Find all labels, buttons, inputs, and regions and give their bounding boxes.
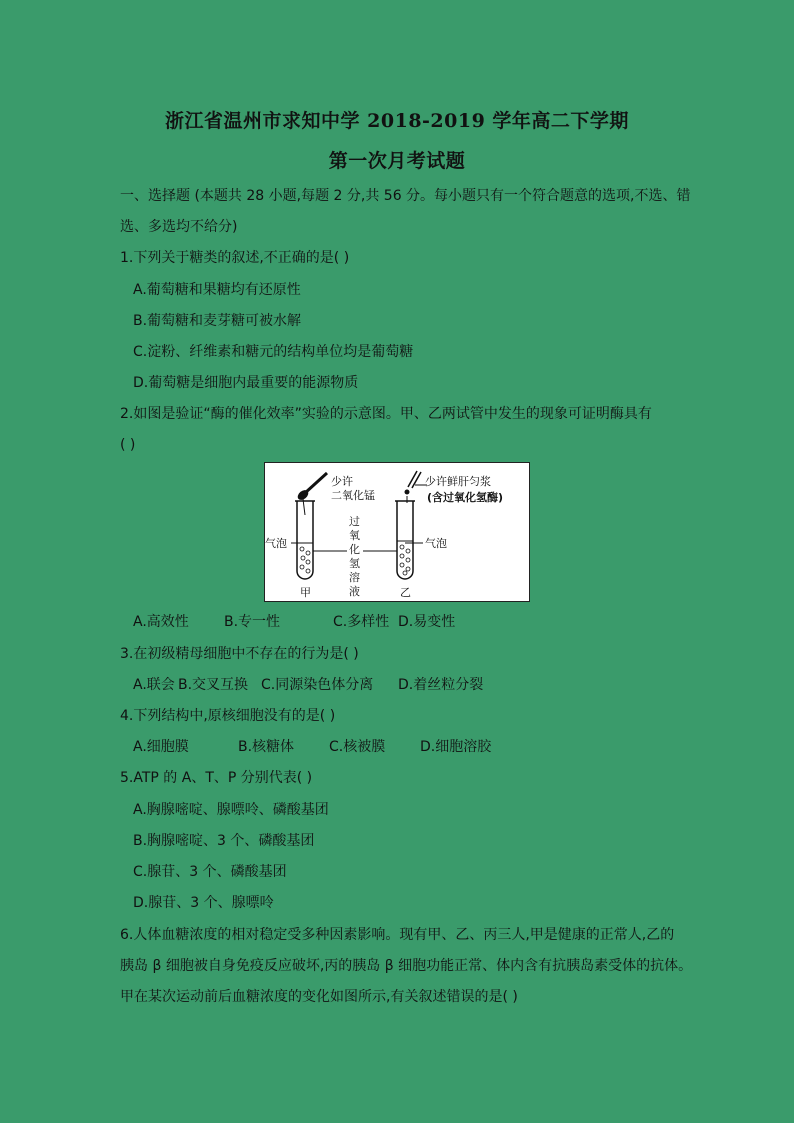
q2-option-a: A.高效性: [133, 614, 189, 630]
right-reagent-label-l2: (含过氧化氢酶): [427, 491, 504, 504]
solution-char: 氢: [349, 557, 360, 570]
enzyme-experiment-diagram: [265, 463, 531, 603]
bubble-label-right: 气泡: [425, 537, 447, 550]
test-tube-right: [397, 501, 413, 579]
doc-title-line1: 浙江省温州市求知中学 2018-2019 学年高二下学期: [165, 110, 629, 132]
q2-option-d: D.易变性: [398, 614, 456, 630]
solution-char: 化: [349, 543, 360, 556]
solution-char: 氧: [349, 529, 360, 542]
drop-icon: [405, 490, 410, 495]
solution-char: 溶: [349, 571, 360, 584]
q6-stem-line1: 6.人体血糖浓度的相对稳定受多种因素影响。现有甲、乙、丙三人,甲是健康的正常人,乙的: [120, 927, 675, 943]
q2-stem-line2: ( ): [120, 437, 136, 453]
q2-option-b: B.专一性: [224, 614, 281, 630]
q4-option-c: C.核被膜: [329, 739, 386, 755]
bubbles-right: [400, 545, 410, 575]
enzyme-experiment-figure: [264, 462, 530, 602]
q5-option-c: C.腺苷、3 个、磷酸基团: [133, 864, 287, 880]
section-instructions-line1: 一、选择题 (本题共 28 小题,每题 2 分,共 56 分。每小题只有一个符合题意的选项,不选、错: [120, 188, 691, 204]
spoon-handle: [305, 473, 327, 493]
doc-title-line2: 第一次月考试题: [328, 150, 466, 172]
q2-stem-line1: 2.如图是验证“酶的催化效率”实验的示意图。甲、乙两试管中发生的现象可证明酶具有: [120, 406, 652, 422]
q1-option-a: A.葡萄糖和果糖均有还原性: [133, 282, 301, 298]
q2-option-c: C.多样性: [333, 614, 390, 630]
bubble-label-left: 气泡: [265, 537, 287, 550]
solution-char: 液: [349, 585, 360, 598]
left-reagent-label-l2: 二氧化锰: [331, 489, 375, 502]
q5-option-a: A.胸腺嘧啶、腺嘌呤、磷酸基团: [133, 802, 329, 818]
q1-option-d: D.葡萄糖是细胞内最重要的能源物质: [133, 375, 359, 391]
q4-stem: 4.下列结构中,原核细胞没有的是( ): [120, 708, 336, 724]
q3-option-d: D.着丝粒分裂: [398, 677, 484, 693]
right-reagent-label-l1: 少许鲜肝匀浆: [425, 475, 491, 488]
tube-label-left: 甲: [300, 586, 311, 599]
q3-option-a: A.联会: [133, 677, 175, 693]
q4-option-a: A.细胞膜: [133, 739, 189, 755]
q1-option-c: C.淀粉、纤维素和糖元的结构单位均是葡萄糖: [133, 344, 414, 360]
section-instructions-line2: 选、多选均不给分): [120, 219, 238, 235]
q4-option-b: B.核糖体: [238, 739, 295, 755]
q3-stem: 3.在初级精母细胞中不存在的行为是( ): [120, 646, 359, 662]
q5-option-d: D.腺苷、3 个、腺嘌呤: [133, 895, 274, 911]
dropper-icon-2: [412, 472, 421, 488]
q3-option-c: C.同源染色体分离: [261, 677, 374, 693]
q4-option-d: D.细胞溶胶: [420, 739, 492, 755]
bubbles-left: [300, 547, 310, 573]
solution-char: 过: [349, 515, 360, 528]
left-reagent-label-l1: 少许: [331, 475, 353, 488]
q1-option-b: B.葡萄糖和麦芽糖可被水解: [133, 313, 302, 329]
solution-label: [349, 514, 360, 598]
q5-stem: 5.ATP 的 A、T、P 分别代表( ): [120, 770, 313, 786]
q3-option-b: B.交叉互换: [178, 677, 249, 693]
tube-label-right: 乙: [400, 586, 411, 599]
q1-stem: 1.下列关于糖类的叙述,不正确的是( ): [120, 250, 350, 266]
q6-stem-line2: 胰岛 β 细胞被自身免疫反应破坏,丙的胰岛 β 细胞功能正常、体内含有抗胰岛素受体的抗体。: [120, 958, 693, 974]
q5-option-b: B.胸腺嘧啶、3 个、磷酸基团: [133, 833, 315, 849]
q6-stem-line3: 甲在某次运动前后血糖浓度的变化如图所示,有关叙述错误的是( ): [120, 989, 518, 1005]
